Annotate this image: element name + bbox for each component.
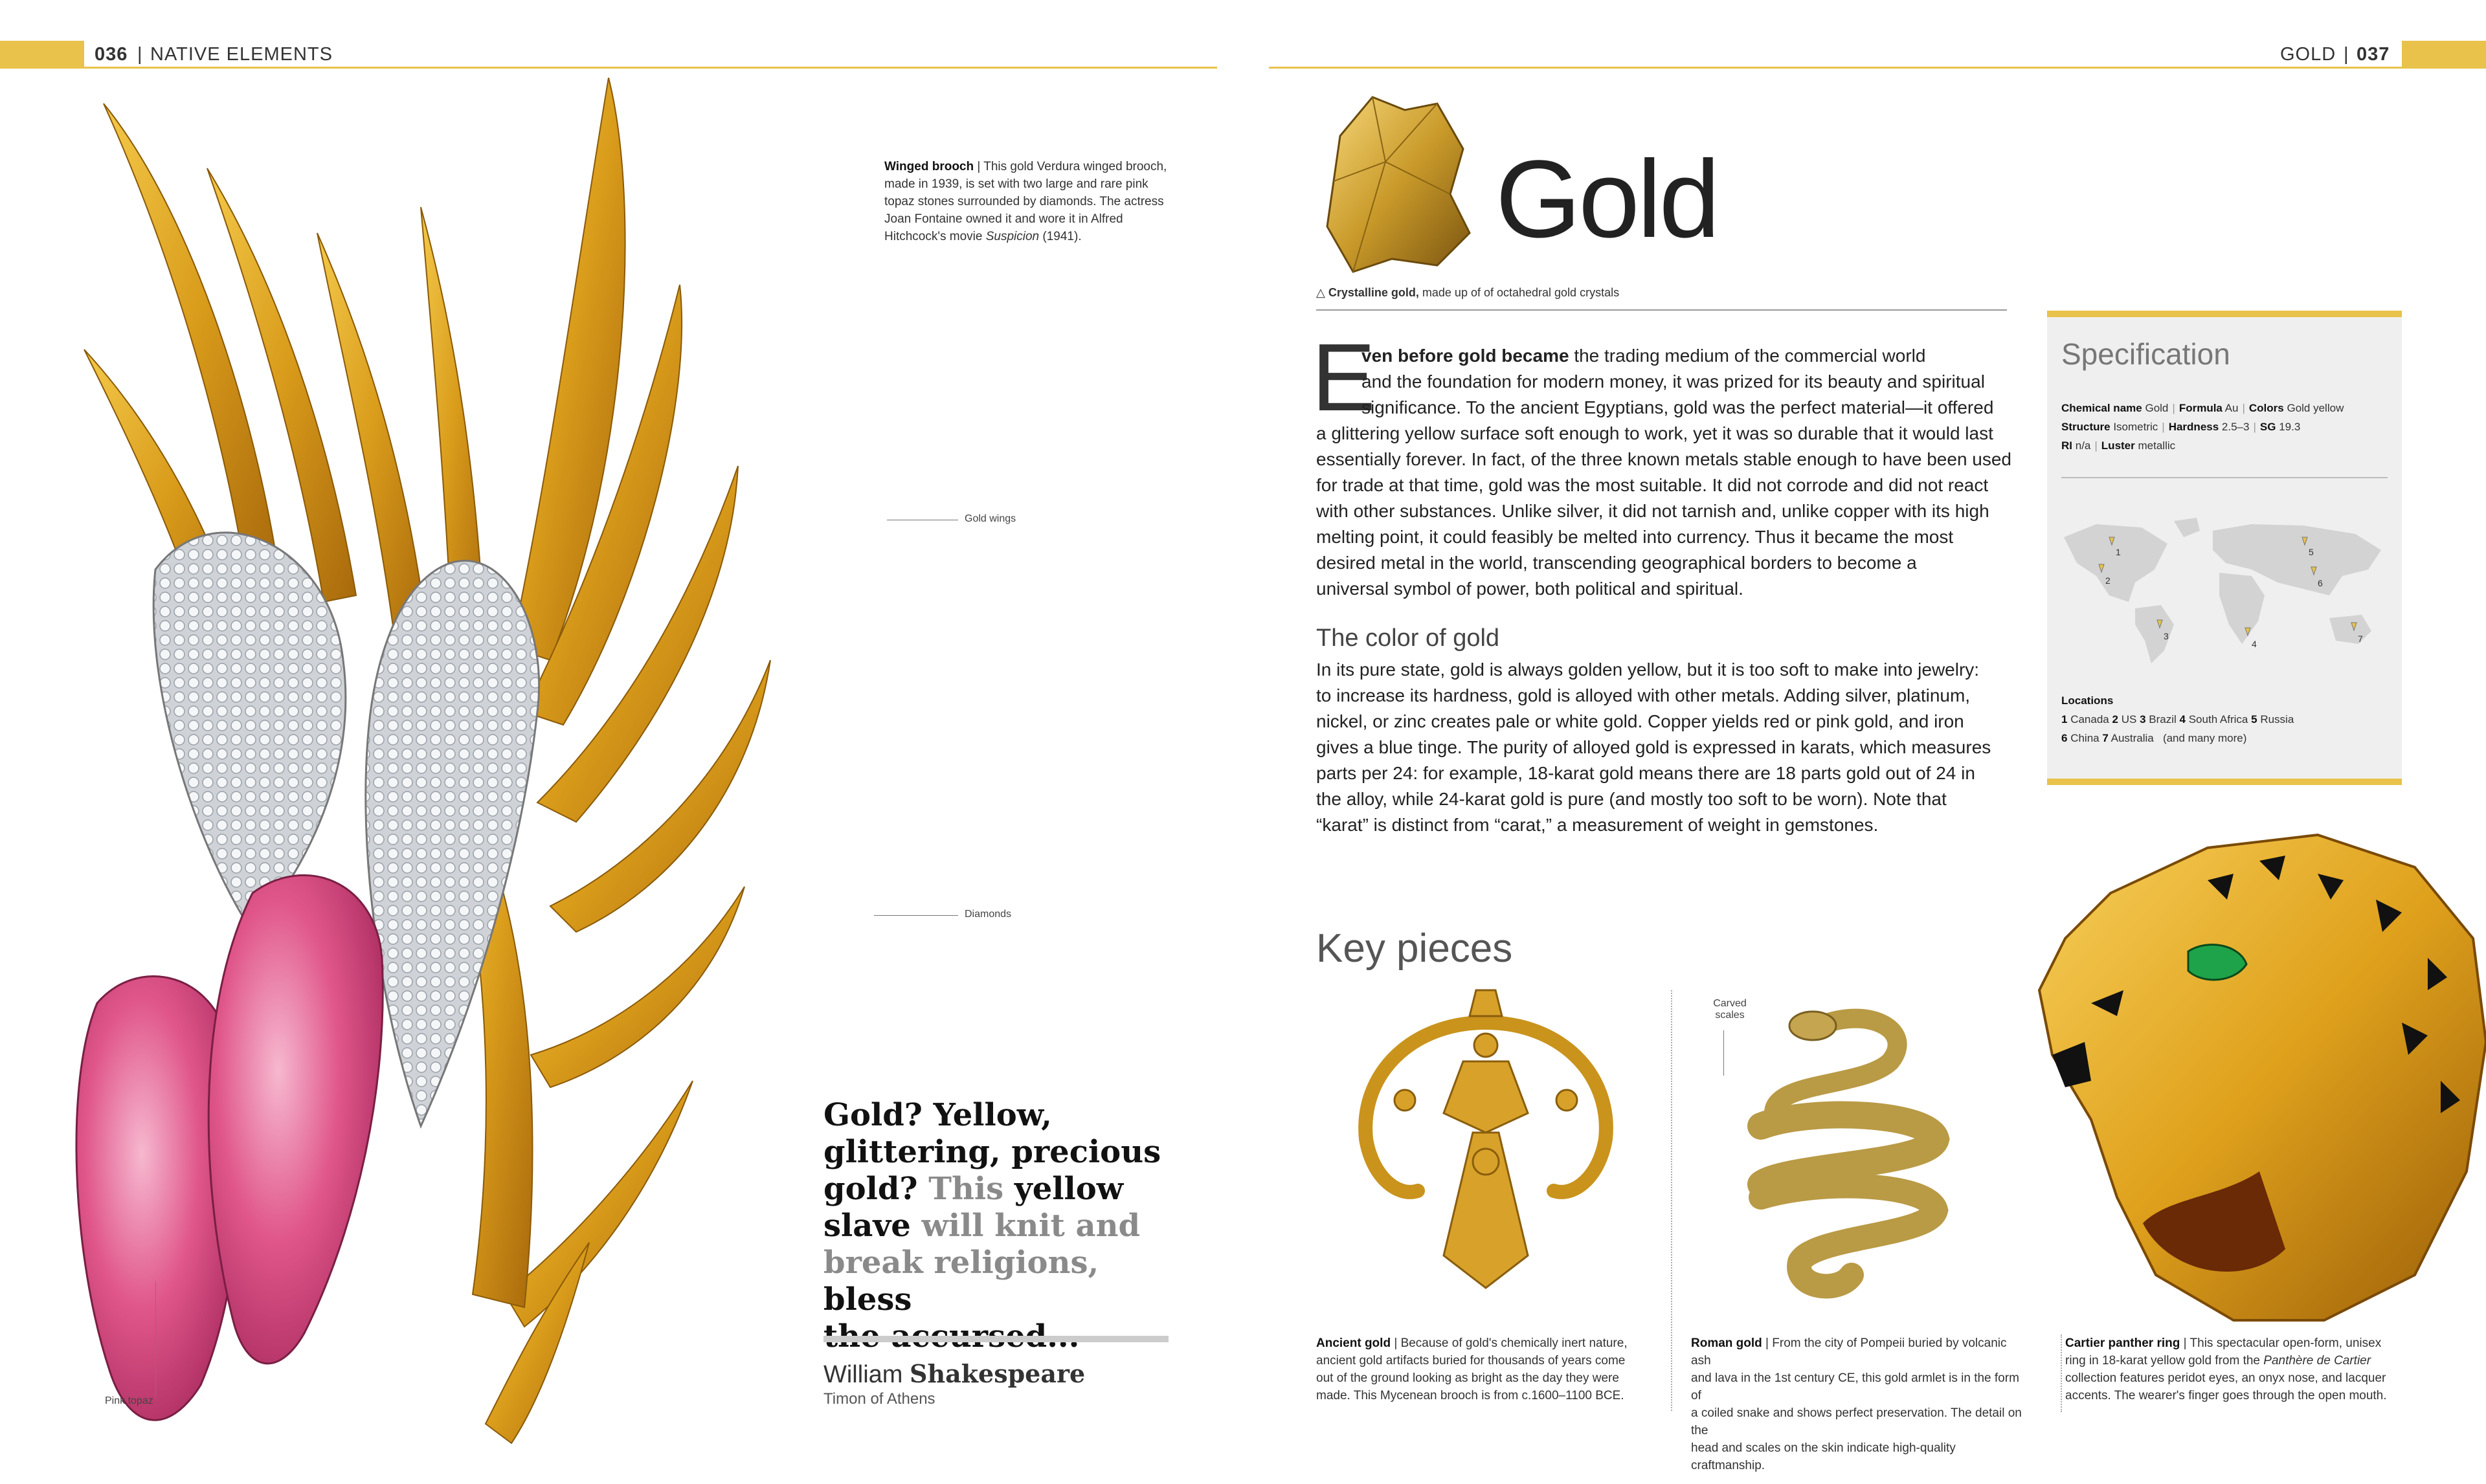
right-section-title: GOLD	[2280, 44, 2336, 65]
pink-topaz-label: Pink topaz	[105, 1395, 153, 1406]
header-divider-right: |	[2344, 44, 2349, 65]
ancient-gold-brooch-image	[1334, 984, 1638, 1307]
ancient-gold-caption: Ancient gold | Because of gold's chemically inert nature, ancient gold artifacts buried for thousands of years come out of the ground looking as bright as the day they were made. This Mycenean brooch is from c.1600–1100 BCE.	[1316, 1336, 1628, 1402]
quote-author: William Shakespeare	[823, 1359, 1086, 1388]
left-page-tab	[0, 41, 84, 67]
color-heading: The color of gold	[1316, 625, 1500, 652]
drop-cap: E	[1312, 324, 1376, 431]
map-marker-label: 4	[2252, 639, 2257, 649]
gold-wings-label: Gold wings	[965, 513, 1016, 524]
roman-gold-caption: Roman gold | From the city of Pompeii buried by volcanic ash and lava in the 1st century CE, this gold armlet is in the form of a coiled snake and shows perfect preservation. The detail on the head and scales on the skin indicate high-quality craftmanship.	[1691, 1336, 2022, 1472]
title-rule	[1316, 309, 2007, 311]
map-marker-label: 1	[2116, 547, 2121, 557]
color-paragraph: In its pure state, gold is always golden yellow, but it is too soft to make into jewelry: to increase its hardness, gold is alloyed with other metals. Adding silver, platinum, nickel, or zinc creates pale or white gold. Copper yields red or pink gold, and iron gives a blue tinge. The purity of alloyed gold is expressed in karats, which measures parts per 24: for example, 18-karat gold means there are 18 parts gold out of 24 in the alloy, while 24-karat gold is pure (and mostly too soft to be worn). Note that “karat” is distinct from “carat,” a measurement of weight in gemstones.	[1316, 659, 1991, 835]
map-marker-label: 6	[2318, 578, 2323, 588]
map-marker-label: 3	[2164, 631, 2169, 641]
shakespeare-quote: Gold? Yellow, glittering, precious gold? This yellow slave will knit and break religions, bless	[823, 1097, 1161, 1318]
quote-rule	[823, 1336, 1169, 1342]
left-section-title: NATIVE ELEMENTS	[150, 44, 333, 65]
roman-gold-armlet-image	[1735, 990, 1955, 1301]
intro-first-lines: ven before gold became the trading medium of the commercial world and the foundation for modern money, it was prized for its beauty and spiritual significance. To the ancient Egyptians, gold was the perfect material—it offered	[1361, 346, 1994, 417]
map-marker-label: 2	[2105, 575, 2111, 586]
right-page-number: 037	[2357, 44, 2390, 65]
cartier-panther-ring-image	[2013, 809, 2486, 1327]
triangle-icon: △	[1316, 286, 1325, 299]
quote-work: Timon of Athens	[823, 1390, 935, 1408]
cartier-ring-caption: Cartier panther ring | This spectacular open-form, unisex ring in 18-karat yellow gold from the Panthère de Cartier collection features peridot eyes, an onyx nose, and lacquer accents. The wearer's finger goes through the open mouth.	[2065, 1336, 2387, 1402]
pink-topaz-2	[208, 875, 383, 1363]
diamonds-leader	[874, 915, 958, 916]
crystal-caption: △ Crystalline gold, made up of of octahedral gold crystals	[1316, 286, 1620, 299]
pieces-divider-1	[1671, 990, 1672, 1411]
brooch-caption: Winged brooch | This gold Verdura winged brooch, made in 1939, is set with two large and rare pink topaz stones surrounded by diamonds. The actress Joan Fontaine owned it and wore it in Alfred Hitchcock's movie Suspicion (1941).	[884, 160, 1167, 243]
pieces-divider-2	[2061, 1334, 2062, 1412]
world-map	[2057, 511, 2394, 667]
winged-brooch-image	[58, 78, 796, 1450]
page-title: Gold	[1495, 138, 1718, 261]
carved-scales-leader	[1723, 1030, 1724, 1076]
right-page-tab	[2402, 41, 2486, 67]
left-page-number: 036	[95, 44, 128, 65]
crystalline-gold-image	[1314, 84, 1476, 285]
spec-title: Specification	[2061, 337, 2230, 371]
carved-scales-label: Carved scales	[1713, 998, 1747, 1021]
locations-list: Locations 1 Canada 2 US 3 Brazil 4 South Africa 5 Russia 6 China 7 Australia (and many more)	[2061, 694, 2294, 744]
diamonds-label: Diamonds	[965, 909, 1012, 920]
spec-rule	[2061, 477, 2388, 478]
spec-properties: Chemical name Gold | Formula Au | Colors Gold yellow Structure Isometric | Hardness 2.5–3 | SG 19.3 RI n/a | Luster metallic	[2061, 402, 2344, 452]
pink-topaz-leader	[155, 1281, 156, 1398]
map-marker-label: 7	[2358, 634, 2363, 644]
header-divider-left: |	[137, 44, 143, 65]
specification-box	[2047, 311, 2402, 785]
key-pieces-heading: Key pieces	[1316, 926, 1513, 971]
intro-paragraph: a glittering yellow surface soft enough to work, yet it was so durable that it would last essentially forever. In fact, of the three known metals stable enough to have been used for trade at that time, gold was the most suitable. It did not corrode and did not react with other substances. Unlike silver, it did not tarnish and, unlike copper with its high melting point, it could feasibly be melted into currency. Thus it became the most desired metal in the world, transcending geographical borders to become a universal symbol of power, both political and spiritual.	[1316, 423, 2012, 599]
map-marker-label: 5	[2309, 547, 2314, 557]
